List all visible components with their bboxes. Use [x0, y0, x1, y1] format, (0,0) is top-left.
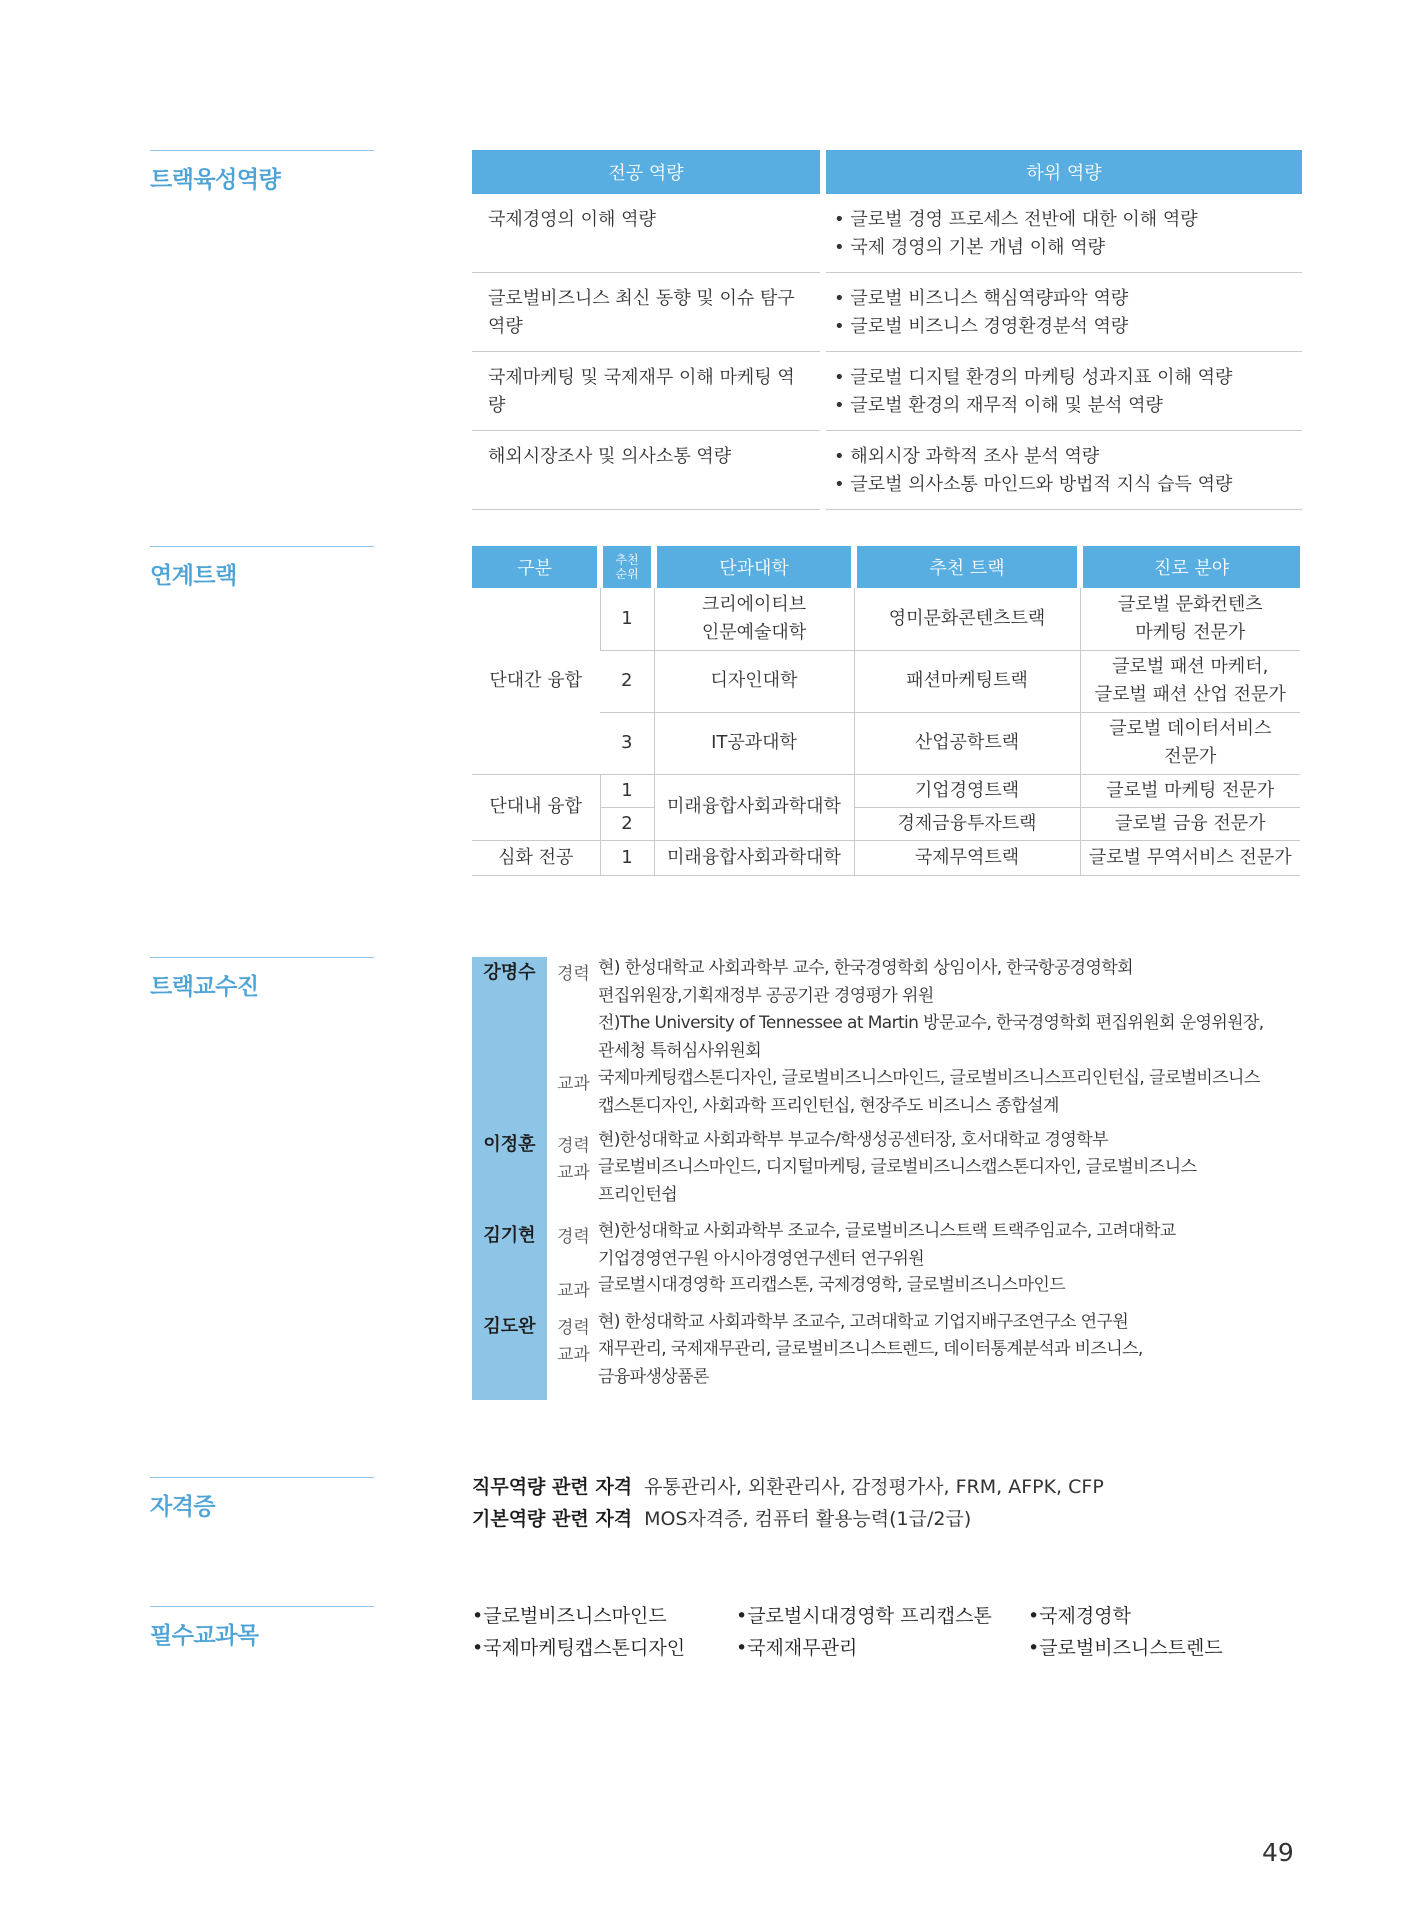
table-row	[472, 431, 1302, 510]
job-certificate-label: 직무역량 관련 자격	[472, 1476, 633, 1498]
career-line: 글로벌 문화컨텐츠	[1117, 593, 1263, 615]
competency-table	[472, 150, 1302, 510]
career-cell: 글로벌 금융 전문가	[1080, 807, 1300, 840]
table-row	[472, 774, 1300, 807]
sub-competency	[823, 273, 1302, 352]
career-cell: 글로벌 마케팅 전문가	[1080, 774, 1300, 807]
career-line: 현) 한성대학교 사회과학부 조교수, 고려대학교 기업지배구조연구소 연구원	[598, 1312, 1129, 1332]
group-advanced-major: 심화 전공	[472, 840, 600, 875]
college-line: 인문예술대학	[701, 621, 807, 643]
header-sub-competency: 하위 역량	[823, 150, 1302, 194]
career-line: 글로벌 데이터서비스	[1109, 718, 1272, 739]
major-competency: 글로벌비즈니스 최신 동향 및 이슈 탐구 역량	[472, 273, 823, 352]
sub-competency-item: • 글로벌 비즈니스 경영환경분석 역량	[834, 316, 1129, 337]
course-line: 프리인턴쉽	[598, 1184, 678, 1205]
table-row	[472, 840, 1300, 875]
track-cell: 영미문화콘텐츠트랙	[854, 588, 1080, 650]
faculty-courses	[598, 1154, 1196, 1209]
career-line: 편집위원장,기획재정부 공공기관 경영평가 위원	[598, 985, 934, 1006]
page-number: 49	[1262, 1838, 1294, 1867]
required-course-item: •글로벌비즈니스마인드	[472, 1605, 667, 1627]
sub-competency-item: • 국제 경영의 기본 개념 이해 역량	[834, 237, 1105, 258]
faculty-name: 김기현	[483, 1225, 536, 1246]
career-line: 관세청 특허심사위원회	[598, 1040, 762, 1061]
section-title-competency: 트랙육성역량	[150, 150, 374, 194]
section-title-linked-track: 연계트랙	[150, 546, 374, 590]
major-competency: 국제마케팅 및 국제재무 이해 마케팅 역량	[472, 352, 823, 431]
required-course-item: •국제경영학	[1028, 1605, 1131, 1627]
college-cell	[654, 588, 854, 650]
sub-competency-item: • 해외시장 과학적 조사 분석 역량	[834, 446, 1100, 467]
sub-competency-item: • 글로벌 의사소통 마인드와 방법적 지식 습득 역량	[834, 474, 1233, 495]
course-tag: 교과	[557, 1074, 590, 1094]
header-career: 진로 분야	[1080, 546, 1300, 588]
group-intra-college: 단대내 융합	[472, 774, 600, 840]
sub-competency-item: • 글로벌 경영 프로세스 전반에 대한 이해 역량	[834, 209, 1198, 230]
track-cell: 경제금융투자트랙	[854, 807, 1080, 840]
rank-cell: 2	[600, 650, 654, 712]
career-cell	[1080, 650, 1300, 712]
required-course-item: •글로벌비즈니스트렌드	[1028, 1637, 1223, 1659]
career-tag: 경력	[557, 1318, 590, 1338]
header-rank	[600, 546, 654, 588]
track-cell: 기업경영트랙	[854, 774, 1080, 807]
college-line: 크리에이티브	[701, 593, 807, 615]
header-rank-line: 순위	[615, 567, 639, 581]
rank-cell: 3	[600, 712, 654, 774]
rank-cell: 1	[600, 840, 654, 875]
sub-competency	[823, 194, 1302, 273]
career-line: 글로벌 패션 마케터,	[1112, 656, 1269, 677]
career-line: 현)한성대학교 사회과학부 부교수/학생성공센터장, 호서대학교 경영학부	[598, 1130, 1108, 1150]
faculty-courses	[598, 1065, 1260, 1120]
basic-certificate-row	[472, 1504, 971, 1531]
major-competency: 해외시장조사 및 의사소통 역량	[472, 431, 823, 510]
competency-header-row	[472, 150, 1302, 194]
course-line: 금융파생상품론	[598, 1366, 709, 1387]
faculty-courses	[598, 1336, 1143, 1391]
course-tag: 교과	[557, 1163, 590, 1183]
job-certificate-value: 유통관리사, 외환관리사, 감정평가사, FRM, AFPK, CFP	[644, 1476, 1104, 1498]
college-cell: 디자인대학	[654, 650, 854, 712]
sub-competency-item: • 글로벌 환경의 재무적 이해 및 분석 역량	[834, 395, 1163, 416]
career-tag: 경력	[557, 1136, 590, 1156]
faculty-name: 이정훈	[483, 1134, 536, 1155]
rank-cell: 2	[600, 807, 654, 840]
sub-competency	[823, 352, 1302, 431]
college-cell: 미래융합사회과학대학	[654, 840, 854, 875]
required-course-item: •국제재무관리	[736, 1637, 858, 1659]
track-cell: 패션마케팅트랙	[854, 650, 1080, 712]
faculty-name: 김도완	[483, 1316, 536, 1337]
college-cell: IT공과대학	[654, 712, 854, 774]
career-tag: 경력	[557, 964, 590, 984]
college-cell: 미래융합사회과학대학	[654, 774, 854, 840]
section-title-faculty: 트랙교수진	[150, 957, 374, 1001]
career-line: 기업경영연구원 아시아경영연구센터 연구위원	[598, 1248, 925, 1269]
sub-competency	[823, 431, 1302, 510]
course-tag: 교과	[557, 1345, 590, 1365]
faculty-career	[598, 1218, 1176, 1273]
basic-certificate-value: MOS자격증, 컴퓨터 활용능력(1급/2급)	[644, 1508, 972, 1530]
course-line: 글로벌시대경영학 프리캡스톤, 국제경영학, 글로벌비즈니스마인드	[598, 1275, 1066, 1295]
course-line: 국제마케팅캡스톤디자인, 글로벌비즈니스마인드, 글로벌비즈니스프리인턴십, 글로벌비즈니스	[598, 1068, 1260, 1088]
course-line: 글로벌비즈니스마인드, 디지털마케팅, 글로벌비즈니스캡스톤디자인, 글로벌비즈니스	[598, 1157, 1197, 1177]
header-rank-line: 추천	[615, 553, 639, 567]
rank-cell: 1	[600, 774, 654, 807]
header-type: 구분	[472, 546, 600, 588]
required-course-item: •국제마케팅캡스톤디자인	[472, 1637, 686, 1659]
table-row	[472, 352, 1302, 431]
career-cell	[1080, 712, 1300, 774]
course-tag: 교과	[557, 1281, 590, 1301]
section-title-certificate: 자격증	[150, 1477, 374, 1521]
header-major-competency: 전공 역량	[472, 150, 823, 194]
faculty-career	[598, 1309, 1128, 1337]
linked-header-row	[472, 546, 1300, 588]
basic-certificate-label: 기본역량 관련 자격	[472, 1508, 633, 1530]
course-line: 재무관리, 국제재무관리, 글로벌비즈니스트렌드, 데이터통계분석과 비즈니스,	[598, 1339, 1143, 1359]
header-track: 추천 트랙	[854, 546, 1080, 588]
faculty-name: 강명수	[483, 962, 536, 983]
group-inter-college: 단대간 융합	[472, 588, 600, 774]
faculty-career	[598, 955, 1264, 1065]
sub-competency-item: • 글로벌 비즈니스 핵심역량파악 역량	[834, 288, 1129, 309]
career-cell: 글로벌 무역서비스 전문가	[1080, 840, 1300, 875]
career-line: 글로벌 패션 산업 전문가	[1094, 684, 1286, 705]
job-certificate-row	[472, 1472, 1104, 1499]
table-row	[472, 588, 1300, 650]
career-line: 전문가	[1164, 746, 1217, 767]
career-cell	[1080, 588, 1300, 650]
rank-cell: 1	[600, 588, 654, 650]
career-line: 현) 한성대학교 사회과학부 교수, 한국경영학회 상임이사, 한국항공경영학회	[598, 958, 1133, 978]
career-line: 현)한성대학교 사회과학부 조교수, 글로벌비즈니스트랙 트랙주임교수, 고려대학교	[598, 1221, 1176, 1241]
table-row	[472, 273, 1302, 352]
course-line: 캡스톤디자인, 사회과학 프리인턴십, 현장주도 비즈니스 종합설계	[598, 1095, 1059, 1116]
table-row	[472, 194, 1302, 273]
linked-track-table	[472, 546, 1300, 876]
career-tag: 경력	[557, 1227, 590, 1247]
faculty-courses	[598, 1272, 1065, 1300]
career-line: 전)The University of Tennessee at Martin 방문교수, 한국경영학회 편집위원회 운영위원장,	[598, 1013, 1264, 1033]
track-cell: 국제무역트랙	[854, 840, 1080, 875]
faculty-career	[598, 1127, 1108, 1155]
required-course-item: •글로벌시대경영학 프리캡스톤	[736, 1605, 992, 1627]
section-title-required-courses: 필수교과목	[150, 1606, 374, 1650]
major-competency: 국제경영의 이해 역량	[472, 194, 823, 273]
career-line: 마케팅 전문가	[1135, 621, 1246, 643]
header-college: 단과대학	[654, 546, 854, 588]
sub-competency-item: • 글로벌 디지털 환경의 마케팅 성과지표 이해 역량	[834, 367, 1233, 388]
track-cell: 산업공학트랙	[854, 712, 1080, 774]
